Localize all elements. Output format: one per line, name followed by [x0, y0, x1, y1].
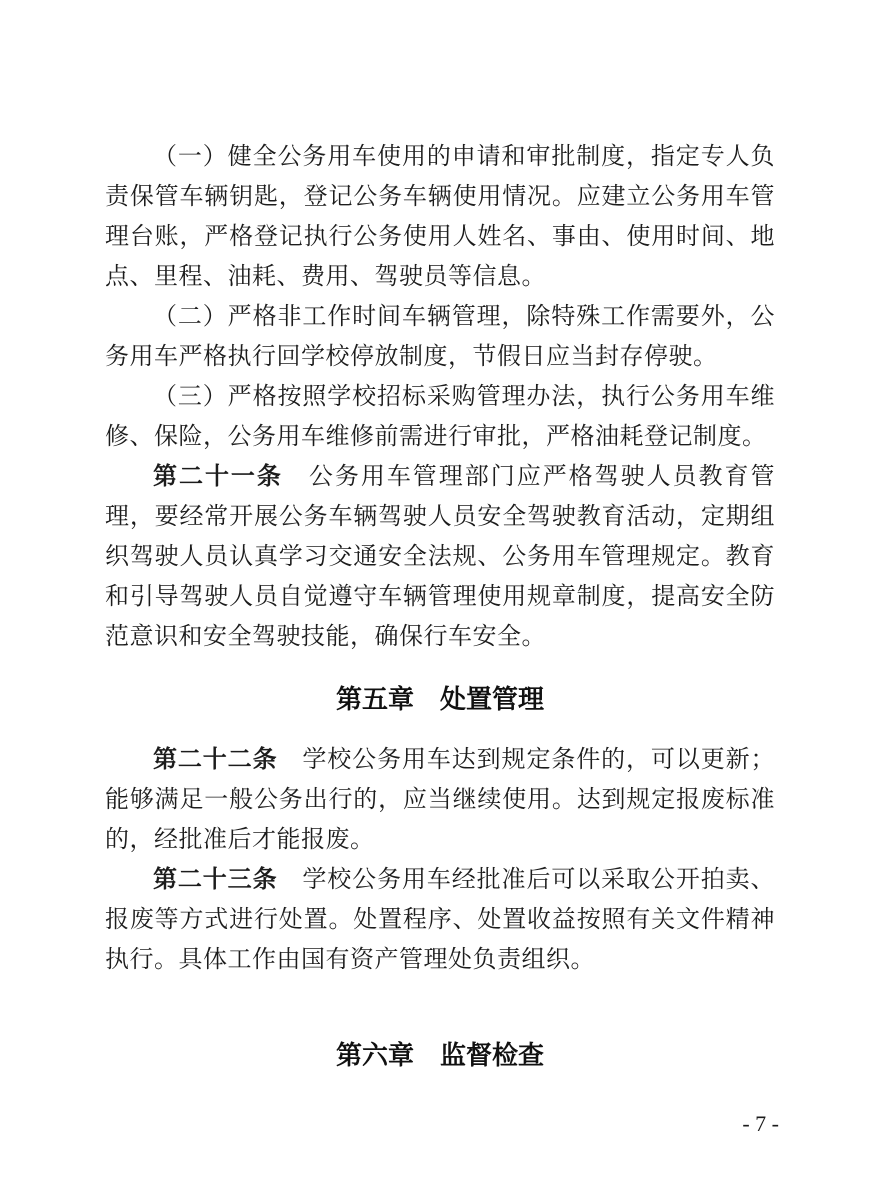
article-21-number: 第二十一条	[153, 463, 283, 490]
article-21-paragraph	[105, 457, 775, 657]
article-22-number: 第二十二条	[153, 746, 278, 773]
article-23-paragraph	[105, 860, 775, 980]
page-number: - 7 -	[742, 1111, 779, 1136]
article-23-text: 学校公务用车经批准后可以采取公开拍卖、报废等方式进行处置。处置程序、处置收益按照有关文件精神执行。具体工作由国有资产管理处负责组织。	[105, 867, 776, 973]
clause-item-1	[105, 137, 775, 297]
article-21-text: 公务用车管理部门应严格驾驶人员教育管理，要经常开展公务车辆驾驶人员安全驾驶教育活动，定期组织驾驶人员认真学习交通安全法规、公务用车管理规定。教育和引导驾驶人员自觉遵守车辆管理使用规章制度，提高安全防范意识和安全驾驶技能，确保行车安全。	[105, 464, 776, 650]
clause-item-3	[105, 377, 775, 457]
clause-item-2	[105, 297, 775, 377]
article-22-text: 学校公务用车达到规定条件的，可以更新；能够满足一般公务出行的，应当继续使用。达到规定报废标准的，经批准后才能报废。	[105, 747, 776, 853]
chapter-5-heading: 第五章 处置管理	[335, 684, 544, 714]
clause-item-2-text: （二）严格非工作时间车辆管理，除特殊工作需要外，公务用车严格执行回学校停放制度，节假日应当封存停驶。	[105, 304, 775, 370]
article-23-number: 第二十三条	[153, 866, 278, 893]
chapter-6-heading: 第六章 监督检查	[335, 1040, 544, 1070]
clause-item-3-text: （三）严格按照学校招标采购管理办法，执行公务用车维修、保险，公务用车维修前需进行审批，严格油耗登记制度。	[105, 384, 775, 450]
article-22-paragraph	[105, 740, 775, 860]
clause-item-1-text: （一）健全公务用车使用的申请和审批制度，指定专人负责保管车辆钥匙，登记公务车辆使用情况。应建立公务用车管理台账，严格登记执行公务使用人姓名、事由、使用时间、地点、里程、油耗、费用、驾驶员等信息。	[105, 144, 775, 290]
document-content	[105, 137, 775, 1075]
